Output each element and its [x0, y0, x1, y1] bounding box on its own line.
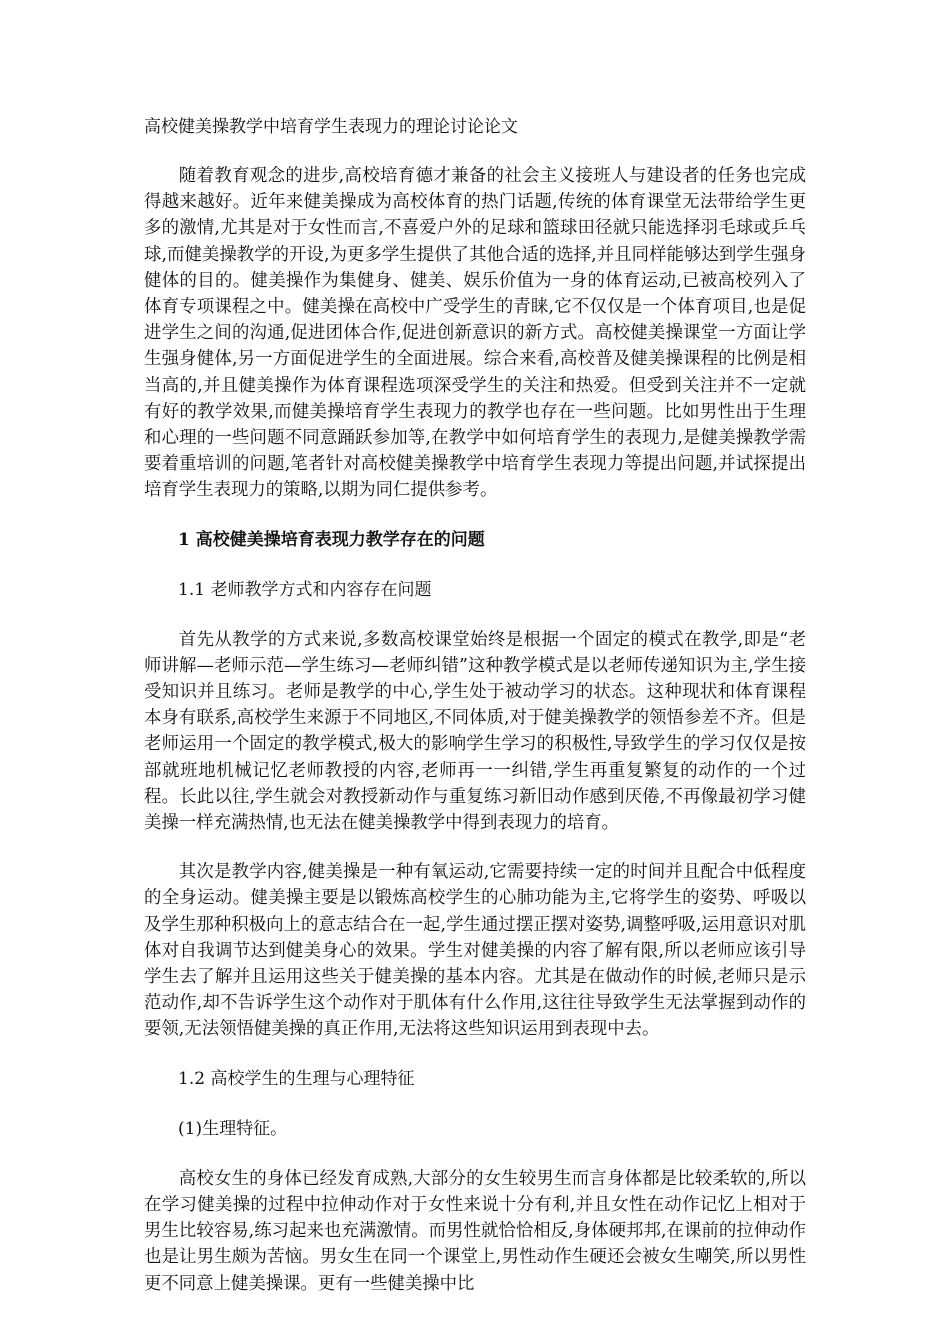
section-1-heading: 1 高校健美操培育表现力教学存在的问题 — [178, 529, 485, 550]
subsection-physiological-heading: (1)生理特征。 — [178, 1118, 288, 1139]
subsection-physiological-paragraph: 高校女生的身体已经发育成熟,大部分的女生较男生而言身体都是比较柔软的,所以在学习健美操的过程中拉伸动作对于女性来说十分有利,并且女性在动作记忆上相对于男生比较容易,练习起来也充满激情。而男性就恰恰相反,身体硬邦邦,在课前的拉伸动作也是让男生颇为苦恼。男女生在同一个课堂上,男性动作生硬还会被女生嘲笑,所以男性更不同意上健美操课。更有一些健美操中比 — [144, 1168, 806, 1294]
section-1-1-heading: 1.1 老师教学方式和内容存在问题 — [178, 579, 432, 600]
section-1-1-paragraph-2: 其次是教学内容,健美操是一种有氧运动,它需要持续一定的时间并且配合中低程度的全身运动。健美操主要是以锻炼高校学生的心肺功能为主,它将学生的姿势、呼吸以及学生那种积极向上的意志结合在一起,学生通过摆正摆对姿势,调整呼吸,运用意识对肌体对自我调节达到健美身心的效果。学生对健美操的内容了解有限,所以老师应该引导学生去了解并且运用这些关于健美操的基本内容。尤其是在做动作的时候,老师只是示范动作,却不告诉学生这个动作对于肌体有什么作用,这往往导致学生无法掌握到动作的要领,无法领悟健美操的真正作用,无法将这些知识运用到表现中去。 — [144, 862, 806, 1040]
section-1-1-paragraph-1: 首先从教学的方式来说,多数高校课堂始终是根据一个固定的模式在教学,即是“老师讲解—老师示范—学生练习—老师纠错”这种教学模式是以老师传递知识为主,学生接受知识并且练习。老师是教学的中心,学生处于被动学习的状态。这种现状和体育课程本身有联系,高校学生来源于不同地区,不同体质,对于健美操教学的领悟参差不齐。但是老师运用一个固定的教学模式,极大的影响学生学习的积极性,导致学生的学习仅仅是按部就班地机械记忆老师教授的内容,老师再一一纠错,学生再重复繁复的动作的一个过程。长此以往,学生就会对教授新动作与重复练习新旧动作感到厌倦,不再像最初学习健美操一样充满热情,也无法在健美操教学中得到表现力的培育。 — [144, 629, 806, 834]
document-title: 高校健美操教学中培育学生表现力的理论讨论论文 — [144, 117, 518, 137]
section-1-2-heading: 1.2 高校学生的生理与心理特征 — [178, 1068, 415, 1089]
intro-paragraph: 随着教育观念的进步,高校培育德才兼备的社会主义接班人与建设者的任务也完成得越来越好。近年来健美操成为高校体育的热门话题,传统的体育课堂无法带给学生更多的激情,尤其是对于女性而言,不喜爱户外的足球和篮球田径就只能选择羽毛球或乒乓球,而健美操教学的开设,为更多学生提供了其他合适的选择,并且同样能够达到学生强身健体的目的。健美操作为集健身、健美、娱乐价值为一身的体育运动,已被高校列入了体育专项课程之中。健美操在高校中广受学生的青睐,它不仅仅是一个体育项目,也是促进学生之间的沟通,促进团体合作,促进创新意识的新方式。高校健美操课堂一方面让学生强身健体,另一方面促进学生的全面进展。综合来看,高校普及健美操课程的比例是相当高的,并且健美操作为体育课程选项深受学生的关注和热爱。但受到关注并不一定就有好的教学效果,而健美操培育学生表现力的教学也存在一些问题。比如男性出于生理和心理的一些问题不同意踊跃参加等,在教学中如何培育学生的表现力,是健美操教学需要着重培训的问题,笔者针对高校健美操教学中培育学生表现力等提出问题,并试探提出培育学生表现力的策略,以期为同仁提供参考。 — [144, 166, 806, 501]
document-page — [144, 114, 806, 1297]
